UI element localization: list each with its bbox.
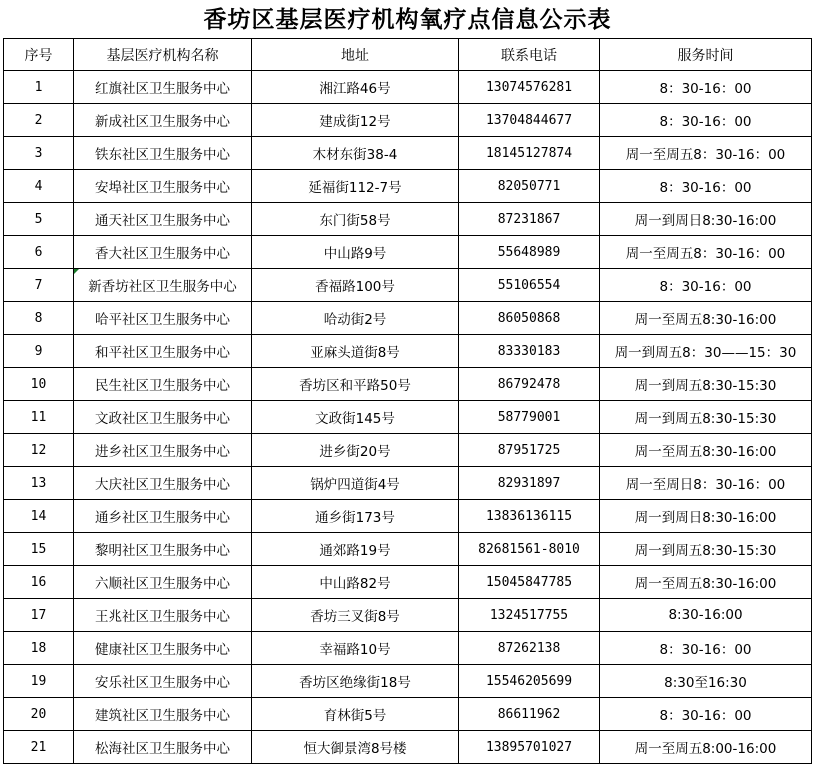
cell-hours[interactable]: 8：30-16：00 <box>600 104 812 137</box>
cell-name[interactable]: 王兆社区卫生服务中心 <box>74 599 252 632</box>
cell-address[interactable]: 锅炉四道街4号 <box>252 467 459 500</box>
cell-index[interactable]: 15 <box>4 533 74 566</box>
cell-name[interactable]: 香大社区卫生服务中心 <box>74 236 252 269</box>
cell-name[interactable]: 大庆社区卫生服务中心 <box>74 467 252 500</box>
cell-index[interactable]: 2 <box>4 104 74 137</box>
cell-address[interactable]: 通郊路19号 <box>252 533 459 566</box>
cell-phone[interactable]: 86050868 <box>459 302 600 335</box>
cell-address[interactable]: 延福街112-7号 <box>252 170 459 203</box>
cell-hours[interactable]: 8：30-16：00 <box>600 632 812 665</box>
cell-index[interactable]: 18 <box>4 632 74 665</box>
table-body <box>4 39 812 764</box>
cell-index[interactable]: 12 <box>4 434 74 467</box>
table-row <box>4 731 812 764</box>
cell-error-indicator-icon <box>74 269 79 274</box>
cell-phone[interactable]: 87231867 <box>459 203 600 236</box>
cell-phone[interactable]: 13836136115 <box>459 500 600 533</box>
table-row <box>4 71 812 104</box>
cell-name[interactable]: 健康社区卫生服务中心 <box>74 632 252 665</box>
cell-address[interactable]: 建成街12号 <box>252 104 459 137</box>
cell-address[interactable]: 香坊区绝缘街18号 <box>252 665 459 698</box>
cell-address[interactable]: 香坊区和平路50号 <box>252 368 459 401</box>
cell-index[interactable]: 8 <box>4 302 74 335</box>
cell-name[interactable] <box>74 269 252 302</box>
cell-name[interactable]: 文政社区卫生服务中心 <box>74 401 252 434</box>
cell-name[interactable]: 建筑社区卫生服务中心 <box>74 698 252 731</box>
cell-hours[interactable]: 周一至周五8:00-16:00 <box>600 731 812 764</box>
table-row <box>4 236 812 269</box>
cell-name[interactable]: 民生社区卫生服务中心 <box>74 368 252 401</box>
table-row <box>4 170 812 203</box>
cell-index[interactable]: 7 <box>4 269 74 302</box>
cell-index[interactable]: 20 <box>4 698 74 731</box>
table-row <box>4 302 812 335</box>
cell-index[interactable]: 5 <box>4 203 74 236</box>
header-address[interactable]: 地址 <box>252 39 459 71</box>
cell-name[interactable]: 红旗社区卫生服务中心 <box>74 71 252 104</box>
cell-index[interactable]: 9 <box>4 335 74 368</box>
cell-phone[interactable]: 18145127874 <box>459 137 600 170</box>
header-name[interactable]: 基层医疗机构名称 <box>74 39 252 71</box>
cell-name[interactable]: 哈平社区卫生服务中心 <box>74 302 252 335</box>
cell-phone[interactable]: 13704844677 <box>459 104 600 137</box>
cell-hours[interactable]: 周一至周五8：30-16：00 <box>600 236 812 269</box>
table-row <box>4 335 812 368</box>
table-row <box>4 665 812 698</box>
cell-index[interactable]: 10 <box>4 368 74 401</box>
cell-address[interactable]: 木材东街38-4 <box>252 137 459 170</box>
table-row <box>4 434 812 467</box>
cell-name[interactable]: 新成社区卫生服务中心 <box>74 104 252 137</box>
cell-phone[interactable]: 58779001 <box>459 401 600 434</box>
cell-index[interactable]: 16 <box>4 566 74 599</box>
cell-index[interactable]: 13 <box>4 467 74 500</box>
cell-phone[interactable]: 15546205699 <box>459 665 600 698</box>
cell-index[interactable]: 3 <box>4 137 74 170</box>
cell-hours[interactable]: 周一至周五8：30-16：00 <box>600 137 812 170</box>
cell-address[interactable]: 恒大御景湾8号楼 <box>252 731 459 764</box>
cell-phone[interactable]: 86792478 <box>459 368 600 401</box>
cell-hours[interactable]: 周一至周日8：30-16：00 <box>600 467 812 500</box>
cell-name[interactable]: 安乐社区卫生服务中心 <box>74 665 252 698</box>
cell-phone[interactable]: 15045847785 <box>459 566 600 599</box>
cell-name[interactable]: 和平社区卫生服务中心 <box>74 335 252 368</box>
table-row <box>4 401 812 434</box>
cell-address[interactable]: 香福路100号 <box>252 269 459 302</box>
cell-name-text: 新香坊社区卫生服务中心 <box>88 279 237 295</box>
cell-name[interactable]: 通天社区卫生服务中心 <box>74 203 252 236</box>
page-title: 香坊区基层医疗机构氧疗点信息公示表 <box>203 6 612 33</box>
table-row <box>4 533 812 566</box>
header-phone[interactable]: 联系电话 <box>459 39 600 71</box>
cell-phone[interactable]: 13895701027 <box>459 731 600 764</box>
cell-address[interactable]: 育林街5号 <box>252 698 459 731</box>
cell-phone[interactable]: 1324517755 <box>459 599 600 632</box>
cell-address[interactable]: 中山路9号 <box>252 236 459 269</box>
table-row <box>4 632 812 665</box>
cell-index[interactable]: 11 <box>4 401 74 434</box>
cell-index[interactable]: 19 <box>4 665 74 698</box>
table-row <box>4 368 812 401</box>
cell-phone[interactable]: 83330183 <box>459 335 600 368</box>
cell-index[interactable]: 17 <box>4 599 74 632</box>
cell-phone[interactable]: 82931897 <box>459 467 600 500</box>
cell-address[interactable]: 湘江路46号 <box>252 71 459 104</box>
cell-hours[interactable]: 周一至周五8:30-16:00 <box>600 434 812 467</box>
table-row <box>4 500 812 533</box>
cell-hours[interactable]: 8：30-16：00 <box>600 269 812 302</box>
cell-index[interactable]: 1 <box>4 71 74 104</box>
cell-name[interactable]: 安埠社区卫生服务中心 <box>74 170 252 203</box>
cell-address[interactable]: 亚麻头道街8号 <box>252 335 459 368</box>
cell-phone[interactable]: 55106554 <box>459 269 600 302</box>
cell-hours[interactable]: 8:30-16:00 <box>600 599 812 632</box>
cell-address[interactable]: 东门街58号 <box>252 203 459 236</box>
cell-hours[interactable]: 周一到周五8：30——15：30 <box>600 335 812 368</box>
cell-hours[interactable]: 周一到周五8:30-15:30 <box>600 401 812 434</box>
cell-address[interactable]: 香坊三叉街8号 <box>252 599 459 632</box>
cell-hours[interactable]: 周一到周日8:30-16:00 <box>600 203 812 236</box>
cell-address[interactable]: 通乡街173号 <box>252 500 459 533</box>
header-hours[interactable]: 服务时间 <box>600 39 812 71</box>
cell-address[interactable]: 文政街145号 <box>252 401 459 434</box>
cell-name[interactable]: 黎明社区卫生服务中心 <box>74 533 252 566</box>
cell-index[interactable]: 4 <box>4 170 74 203</box>
table-row <box>4 698 812 731</box>
cell-phone[interactable]: 87951725 <box>459 434 600 467</box>
table-row <box>4 137 812 170</box>
cell-hours[interactable]: 8：30-16：00 <box>600 71 812 104</box>
cell-address[interactable]: 中山路82号 <box>252 566 459 599</box>
table-row <box>4 467 812 500</box>
cell-name[interactable]: 通乡社区卫生服务中心 <box>74 500 252 533</box>
cell-phone[interactable]: 82681561-8010 <box>459 533 600 566</box>
oxygen-therapy-table <box>3 38 812 764</box>
cell-address[interactable]: 哈动街2号 <box>252 302 459 335</box>
cell-address[interactable]: 进乡街20号 <box>252 434 459 467</box>
cell-hours[interactable]: 8：30-16：00 <box>600 170 812 203</box>
cell-phone[interactable]: 82050771 <box>459 170 600 203</box>
cell-phone[interactable]: 86611962 <box>459 698 600 731</box>
table-row <box>4 104 812 137</box>
cell-name[interactable]: 松海社区卫生服务中心 <box>74 731 252 764</box>
cell-phone[interactable]: 13074576281 <box>459 71 600 104</box>
cell-address[interactable]: 幸福路10号 <box>252 632 459 665</box>
cell-index[interactable]: 14 <box>4 500 74 533</box>
cell-phone[interactable]: 87262138 <box>459 632 600 665</box>
cell-hours[interactable]: 周一至周五8:30-16:00 <box>600 566 812 599</box>
cell-hours[interactable]: 8：30-16：00 <box>600 698 812 731</box>
header-index[interactable]: 序号 <box>4 39 74 71</box>
cell-index[interactable]: 21 <box>4 731 74 764</box>
cell-phone[interactable]: 55648989 <box>459 236 600 269</box>
table-row <box>4 566 812 599</box>
table-row <box>4 269 812 302</box>
cell-hours[interactable]: 8:30至16:30 <box>600 665 812 698</box>
table-header-row <box>4 39 812 71</box>
cell-hours[interactable]: 周一到周日8:30-16:00 <box>600 500 812 533</box>
table-row <box>4 599 812 632</box>
cell-name[interactable]: 进乡社区卫生服务中心 <box>74 434 252 467</box>
cell-name[interactable]: 六顺社区卫生服务中心 <box>74 566 252 599</box>
cell-hours[interactable]: 周一到周五8:30-15:30 <box>600 533 812 566</box>
cell-index[interactable]: 6 <box>4 236 74 269</box>
cell-hours[interactable]: 周一至周五8:30-16:00 <box>600 302 812 335</box>
table-row <box>4 203 812 236</box>
cell-name[interactable]: 铁东社区卫生服务中心 <box>74 137 252 170</box>
cell-hours[interactable]: 周一到周五8:30-15:30 <box>600 368 812 401</box>
